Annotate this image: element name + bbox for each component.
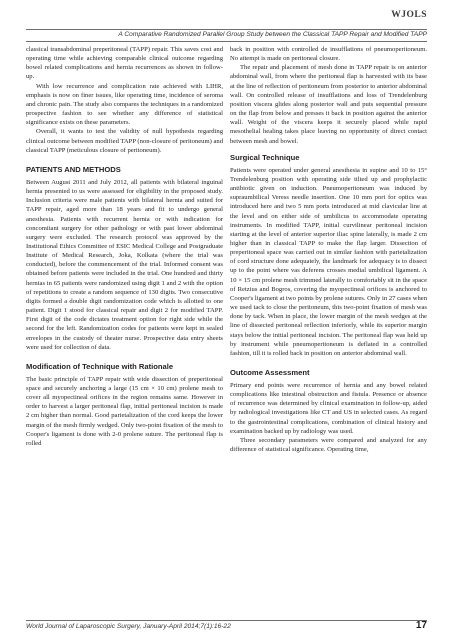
outcome-paragraph-2: Three secondary parameters were compared and analyzed for any difference of statistical significance. Operating time, — [230, 436, 427, 454]
surgical-paragraph: Patients were operated under general anesthesia in supine and 10 to 15° Trendelenburg position with operating side tilted up and prophylactic antibiotic given on induction. Pneumoperitoneum was induced by supraumbilical Veress needle insertion. One 10 mm port for optics was introduced here and two 5 mm ports introduced at mid clavicular line at the level and on either side of umbilicus to accommodate operating instruments. In modified TAPP, initial curvilinear peritoneal incision starting at the level of anterior superior iliac spine laterally, is made 2 cm higher than in classical TAPP to make the flap larger. Dissection of preperitoneal space was carried out in similar fashion with parietalization of cord structure done adequately, the landmark for adequacy is to dissect up to the point where vas deferens crosses medial umbilical ligament. A 10 × 15 cm prolene mesh trimmed laterally to comfortably sit in the space of Retzius and Bogros, covering the myopectineal orifices is anchored to Cooper's ligament at two points by prolene sutures. Only in 27 cases when we used tack to close the peritoneum, this two-point fixation of mesh was done by tack. When in place, the lower margin of the mesh wedges at the line of dissected peritoneal reflection inferiorly, while its superior margin stays below the initial peritoneal incision. The peritoneal flap was held up by instrument while pneumoperitoneum is deflated in a controlled fashion, till it is rolled back in position on anterior abdominal wall. — [230, 166, 427, 357]
footer-rule — [26, 620, 427, 621]
intro-paragraph-1: classical transabdominal preperitoneal (TAPP) repair. This saves cost and operating time while achieving comparable clinical outcome regarding bowel related complications and hernia recurrences as shown in follow-up. — [26, 46, 223, 81]
patients-paragraph: Between August 2011 and July 2012, all patients with bilateral inguinal hernia presented to us were assessed for eligibility in the proposed study. Inclusion criteria were male patients with bilateral hernia and suited for TAPP repair, aged more than 18 years and fit to undergo general anesthesia. Patients with recurrent hernia or with indication for concomitant surgery for other pathology or with past lower abdominal surgery were excluded. The research protocol was approved by the Institutional Ethics Committee of ESIC Medical College and Postgraduate Institute of Medical Research, Joka, Kolkata (where the trial was conducted), before the commencement of the trial. Informed consent was obtained before patients were included in the trial. One hundred and thirty hernias in 65 patients were randomized using digit 1 and 2 with the option of repetitions to create a random sequence of 130 digits. Two consecutive digits formed a double digit randomization code which is allotted to one patient. Digit 1 stood for classical repair and digit 2 for modified TAPP. First digit of the code dictates treatment option for right side while the second for the left. Randomization codes for patients were kept in sealed envelopes in the custody of theater nurse. Prospective data entry sheets were used for collection of data. — [26, 178, 223, 351]
right-column — [230, 45, 427, 454]
continued-paragraph-1: back in position with controlled de insufflations of pneumoperitoneum. No attempt is made on peritoneal closure. — [230, 46, 427, 63]
section-heading-outcome: Outcome Assessment — [230, 368, 310, 377]
running-title: A Comparative Randomized Parallel Group Study between the Classical TAPP Repair and Modified TAPP — [118, 31, 427, 38]
outcome-paragraph-1: Primary end points were recurrence of hernia and any bowel related complications like intestinal obstruction and fistula. Presence or absence of recurrence was determined by clinical examination in follow-up, aided by radiological investigations like CT and US in selected cases. As regard to the gastrointestinal complications, combination of clinical history and examination backed up by radiology was used. — [230, 382, 427, 435]
section-heading-surgical-technique: Surgical Technique — [230, 152, 300, 162]
intro-paragraph-3: Overall, it wants to test the validity of null hypothesis regarding clinical outcome between modified TAPP (non-closure of peritoneum) and classical TAPP (meticulous closure of peritoneum). — [26, 128, 223, 154]
modification-paragraph: The basic principle of TAPP repair with wide dissection of preperitoneal space and securely anchoring a large (15 cm × 10 cm) prolene mesh to cover all myopectineal orifices in the region remains same. However in order to harvest a larger peritoneal flap, initial peritoneal incision is made 2 cm higher than normal. Good parietalization of the cord keeps the lower margin of the mesh firmly wedged. Only two-point fixation of the mesh to Cooper's ligament is done with 2-0 prolene suture. The peritoneal flap is rolled — [26, 375, 223, 447]
journal-tag: WJOLS — [391, 10, 427, 20]
footer-citation: World Journal of Laparoscopic Surgery, January-April 2014;7(1):16-22 — [26, 623, 231, 630]
page-number: 17 — [415, 620, 427, 631]
intro-paragraph-2: With low recurrence and complication rate achieved with LIHR, emphasis is now on finer issues, like operating time, incidence of seroma and chronic pain. The study also compares the techniques in a randomized prospective fashion to see whether any difference of statistical significance exists on these parameters. — [26, 82, 223, 127]
header-rule-bottom — [26, 41, 427, 42]
header-rule-top — [26, 29, 427, 30]
section-heading-patients-methods: PATIENTS AND METHODS — [26, 164, 121, 174]
left-column — [26, 45, 223, 448]
continued-paragraph-2: The repair and placement of mesh done in TAPP repair is on anterior abdominal wall, from where the peritoneal flap is harvested with its base at the line of reflection of peritoneum from posterior to anterior abdominal wall. On controlled release of insufflations and loss of Trendelenburg position viscera glides along posterior wall and puts sequential pressure on the flap from below and presses it back in position against the anterior wall. Weight of the viscera keeps it securely placed while rapid mesothelial healing takes place leaving no opportunity of direct contact between mesh and bowel. — [230, 64, 427, 145]
section-heading-modification: Modification of Technique with Rationale — [26, 361, 174, 371]
